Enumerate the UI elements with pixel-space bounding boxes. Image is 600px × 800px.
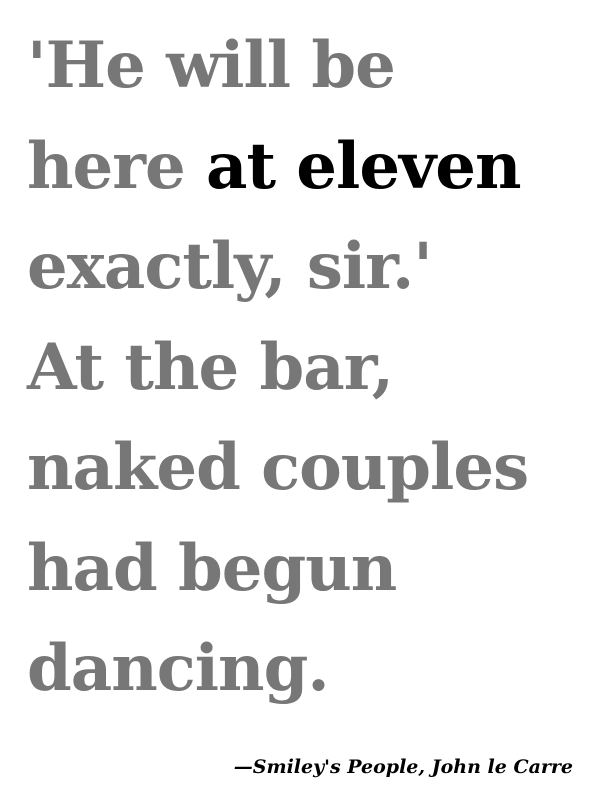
quote-text bbox=[27, 16, 597, 720]
quote-line-5: naked couples bbox=[27, 430, 529, 505]
quote-line-4: At the bar, bbox=[27, 329, 394, 405]
quote-line-2 bbox=[27, 117, 597, 218]
quote-line-2-lead: here bbox=[27, 128, 206, 204]
quote-highlight: at eleven bbox=[205, 128, 521, 204]
quote-line-1: 'He will be bbox=[27, 28, 395, 103]
quote-line-3: exactly, sir.' bbox=[27, 229, 432, 304]
quote-line-7: dancing. bbox=[27, 631, 329, 706]
quote-line-6: had begun bbox=[27, 530, 397, 606]
quote-attribution: —Smiley's People, John le Carre bbox=[233, 756, 573, 778]
